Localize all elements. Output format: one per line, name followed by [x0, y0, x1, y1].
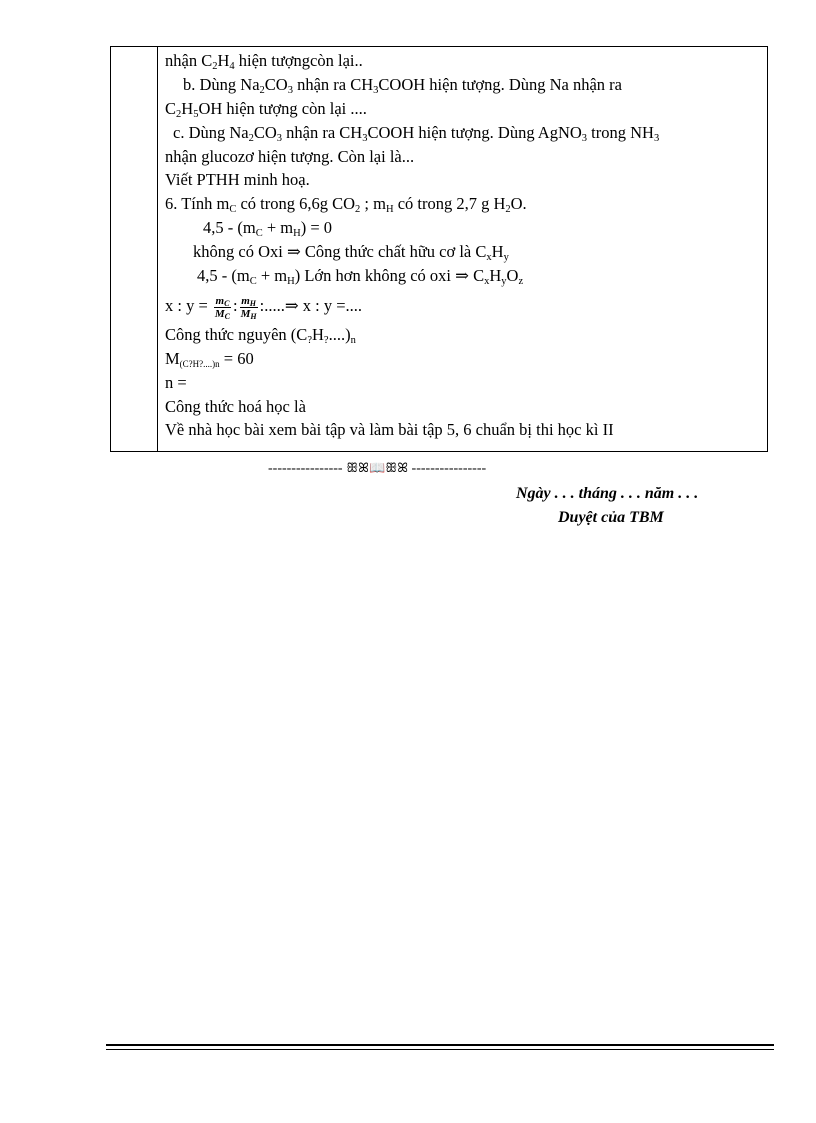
text-line-12: Công thức nguyên $(C_?H_?....)_n$ [165, 324, 356, 346]
text-line-10: $4,5 - (m_C + m_H)$ Lớn hơn không có oxi ⇒ $C_xH_yO_z$ [197, 266, 524, 288]
book-ornament-icon: ꕥꕤ📖ꕥꕤ [346, 461, 409, 476]
text-line-6: Viết PTHH minh hoạ. [165, 170, 310, 190]
dashes-right: ---------------- [411, 461, 487, 476]
section-separator [268, 461, 486, 477]
column-divider [157, 47, 158, 451]
text-line-2: b. Dùng $Na_2CO_3$ nhận ra $CH_3COOH$ hiện tượng. Dùng Na nhận ra [183, 74, 622, 96]
fraction-mc-Mc: $\frac{m_C}{M_C}$ [214, 294, 231, 321]
text-line-13: $M_{(C?H?....)n} = 60$ [165, 348, 254, 369]
dashes-left: ---------------- [268, 461, 343, 476]
ratio-formula-line: x : y = $\frac{m_C}{M_C}$ : $\frac{m_H}{M_H}$ :.....⇒ x : y =.... [165, 294, 363, 321]
lesson-content-cell [165, 49, 763, 442]
text-line-3: $C_2H_5OH$ hiện tượng còn lại .... [165, 98, 367, 120]
text-line-9: không có Oxi ⇒ Công thức chất hữu cơ là $C_xH_y$ [193, 242, 509, 264]
text-line-5: nhận glucozơ hiện tượng. Còn lại là... [165, 146, 415, 166]
text-line-14: n = [165, 372, 187, 392]
text-line-8: $4,5 - (m_C + m_H) = 0$ [203, 218, 333, 240]
date-line: Ngày . . . tháng . . . năm . . . [516, 485, 699, 502]
text-line-4: c. Dùng $Na_2CO_3$ nhận ra $CH_3COOH$ hiện tượng. Dùng AgNO$_3$ trong $NH_3$ [173, 122, 660, 144]
footer-rule [106, 1044, 774, 1050]
text-line-1: nhận $C_2H_4$ hiện tượngcòn lại.. [165, 51, 363, 72]
text-line-16: Về nhà học bài xem bài tập và làm bài tập 5, 6 chuẩn bị thi học kì II [165, 420, 614, 440]
text-line-15: Công thức hoá học là [165, 396, 306, 416]
fraction-mh-Mh: $\frac{m_H}{M_H}$ [240, 294, 257, 321]
lesson-table [110, 46, 768, 452]
text-line-7: 6. Tính $m_C$ có trong 6,6g $CO_2$ ; $m_H$ có trong 2,7 g $H_2O$. [165, 194, 527, 216]
approval-label: Duyệt của TBM [558, 509, 664, 526]
